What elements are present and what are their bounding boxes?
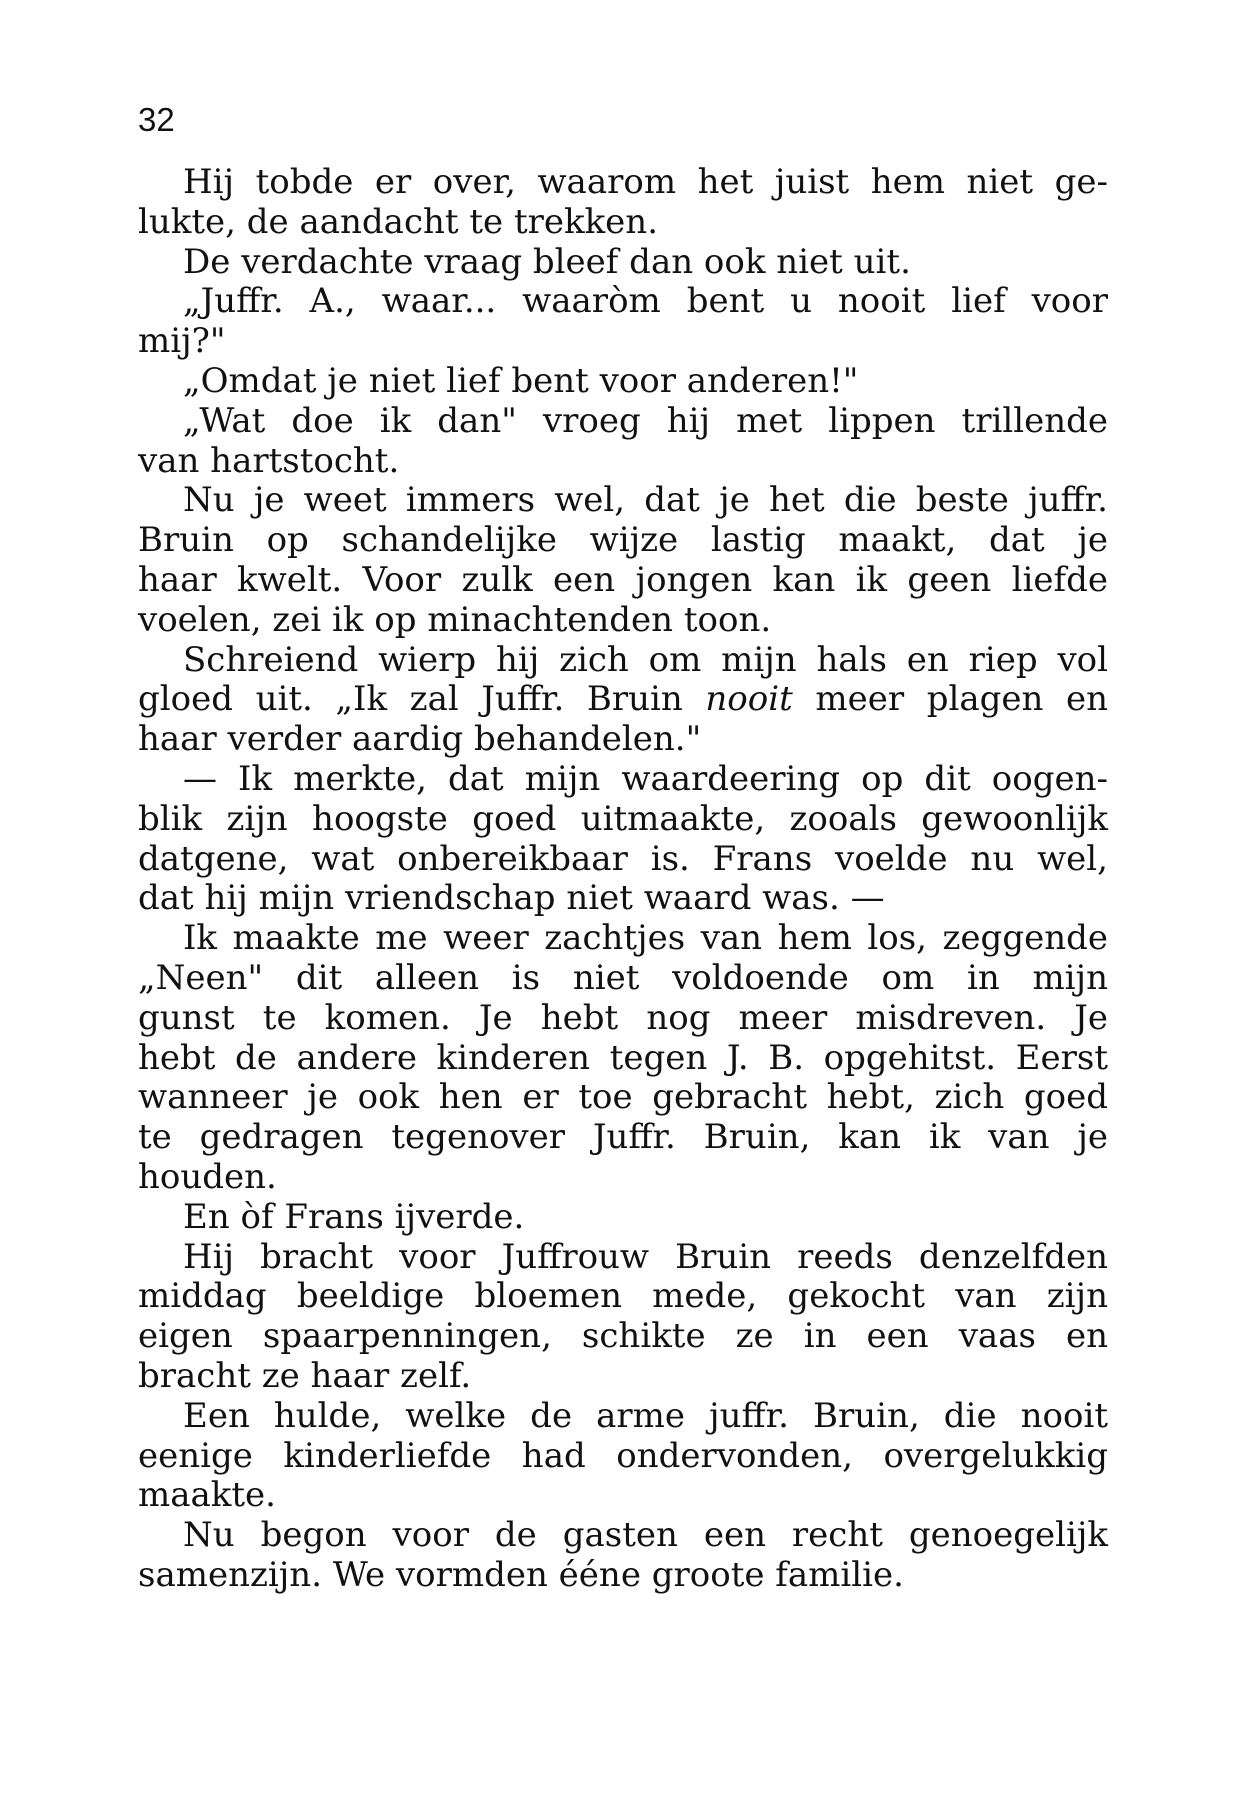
text-line: eenige kinderliefde had ondervonden, overgelukkig (138, 1435, 1108, 1476)
text-line: houden. (138, 1156, 277, 1197)
text-line: voelen, zei ik op minachtenden toon. (138, 599, 772, 640)
text-line: haar kwelt. Voor zulk een jongen kan ik geen liefde (138, 559, 1108, 600)
text-line: te gedragen tegenover Juffr. Bruin, kan ik van je (138, 1117, 1108, 1158)
text-line: Nu je weet immers wel, dat je het die beste juffr. (183, 480, 1108, 521)
text-line: Nu begon voor de gasten een recht genoegelijk (183, 1515, 1108, 1556)
text-line: datgene, wat onbereikbaar is. Frans voelde nu wel, (138, 838, 1108, 879)
text-line: samenzijn. We vormden ééne groote familie. (138, 1554, 904, 1595)
text-line: lukte, de aandacht te trekken. (138, 201, 659, 242)
text-line: dat hij mijn vriendschap niet waard was. — (138, 878, 885, 919)
text-line: mij?" (138, 321, 226, 362)
text-line: wanneer je ook hen er toe gebracht hebt, zich goed (138, 1077, 1108, 1118)
text-line: „Neen" dit alleen is niet voldoende om in mijn (138, 957, 1108, 998)
text-line: „Juffr. A., waar... waaròm bent u nooit lief voor (183, 281, 1108, 322)
text-line: Schreiend wierp hij zich om mijn hals en riep vol (183, 639, 1108, 680)
text-line: gunst te komen. Je hebt nog meer misdreven. Je (138, 997, 1108, 1038)
text-line: — Ik merkte, dat mijn waardeering op dit oogen- (183, 758, 1108, 799)
text-line: Hij tobde er over, waarom het juist hem niet ge- (183, 162, 1108, 202)
text-line: van hartstocht. (138, 440, 400, 481)
page-number: 32 (138, 101, 175, 138)
text-line: En òf Frans ijverde. (183, 1196, 525, 1237)
text-line: „Omdat je niet lief bent voor anderen!" (183, 360, 859, 401)
text-line: Hij bracht voor Juffrouw Bruin reeds denzelfden (183, 1236, 1108, 1277)
text-line: middag beeldige bloemen mede, gekocht van zijn (138, 1276, 1108, 1317)
text-line: „Wat doe ik dan" vroeg hij met lippen trillende (183, 400, 1108, 441)
text-segment: meer plagen en (792, 679, 1108, 720)
text-segment: gloed uit. „Ik zal Juffr. Bruin (138, 679, 706, 720)
text-line: Bruin op schandelijke wijze lastig maakt, dat je (138, 520, 1108, 561)
body-text (138, 163, 1108, 1596)
text-line: maakte. (138, 1475, 276, 1516)
text-line: hebt de andere kinderen tegen J. B. opgehitst. Eerst (138, 1037, 1108, 1078)
text-line: eigen spaarpenningen, schikte ze in een vaas en (138, 1316, 1108, 1357)
text-line: Een hulde, welke de arme juffr. Bruin, die nooit (183, 1395, 1108, 1436)
text-line: bracht ze haar zelf. (138, 1355, 472, 1396)
text-line: De verdachte vraag bleef dan ook niet uit. (183, 241, 911, 282)
text-line: haar verder aardig behandelen." (138, 719, 702, 760)
text-line: Ik maakte me weer zachtjes van hem los, zeggende (183, 918, 1108, 959)
text-line (138, 680, 1108, 720)
text-line: blik zijn hoogste goed uitmaakte, zooals gewoonlijk (138, 798, 1108, 839)
emphasized-word: nooit (705, 679, 793, 720)
